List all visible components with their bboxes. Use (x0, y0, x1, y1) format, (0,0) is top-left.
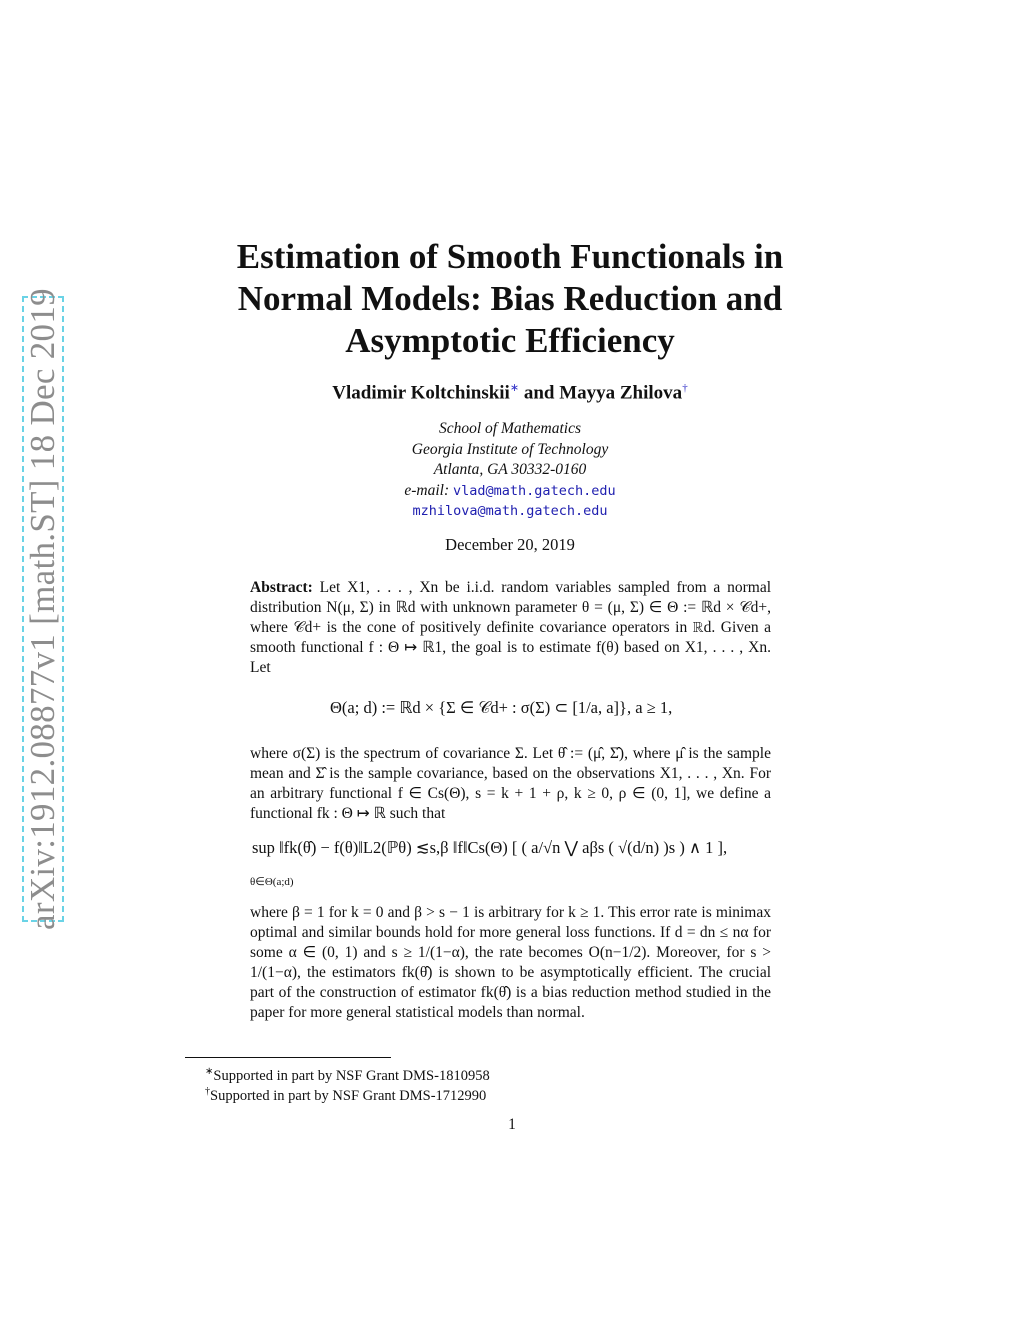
footnote-1 (205, 1066, 490, 1085)
abstract-text-2: where σ(Σ) is the spectrum of covariance Σ. Let θ̂ := (μ̂, Σ̂), where μ̂ is the sample mean and Σ̂ is the sample covariance, based on the observations X1, . . . , Xn. For an arbitrary functional f ∈ Cs(Θ), s = k + 1 + ρ, k ≥ 0, ρ ∈ (0, 1], we define a functional fk : Θ ↦ ℝ such that (250, 745, 771, 822)
footnote-mark-2: † (205, 1086, 210, 1097)
email-row (150, 481, 870, 502)
footnote-text-2: Supported in part by NSF Grant DMS-1712990 (210, 1087, 487, 1104)
paper-date: December 20, 2019 (445, 535, 575, 554)
affiliation-school: School of Mathematics (438, 420, 582, 437)
footnote-rule (185, 1057, 391, 1058)
equation-error-bound-subscript: θ∈Θ(a;d) (250, 876, 294, 888)
affiliation-block (150, 419, 870, 522)
author-name-2: Mayya Zhilova (559, 382, 683, 404)
abstract-label: Abstract: (250, 579, 313, 596)
footnote-text-1: Supported in part by NSF Grant DMS-1810958 (213, 1067, 490, 1084)
footnote-2 (205, 1086, 486, 1105)
abstract-paragraph-1 (250, 578, 771, 678)
author-mark-2[interactable]: † (682, 382, 688, 394)
equation-error-bound: sup ‖fk(θ̂) − f(θ)‖L2(ℙθ) ≲s,β ‖f‖Cs(Θ) [ ( a/√n ⋁ aβs ( √(d/n) )s ) ∧ 1 ], (252, 838, 728, 857)
email-link-1[interactable]: vlad@math.gatech.edu (453, 482, 616, 499)
paper-title (150, 236, 870, 362)
author-line (150, 381, 870, 404)
author-joiner: and (523, 382, 555, 404)
author-mark-1[interactable]: ∗ (509, 382, 520, 394)
abstract-paragraph-3 (250, 903, 771, 1023)
page-number: 1 (508, 1116, 516, 1133)
affiliation-city: Atlanta, GA 30332-0160 (433, 461, 587, 478)
arxiv-id: arXiv:1912.08877v1 [math.ST] 18 Dec 2019 (23, 288, 62, 930)
email-label: e-mail: (404, 481, 450, 499)
footnote-mark-1: ∗ (205, 1066, 214, 1077)
title-line-3: Asymptotic Efficiency (345, 321, 675, 360)
author-name-1: Vladimir Koltchinskii (332, 382, 510, 404)
abstract-text-1: Let X1, . . . , Xn be i.i.d. random variables sampled from a normal distribution N(μ, Σ) in ℝd with unknown parameter θ = (μ, Σ) ∈ Θ := ℝd × 𝒞d+, where 𝒞d+ is the cone of positively definite covariance operators in ℝd. Given a smooth functional f : Θ ↦ ℝ1, the goal is to estimate f(θ) based on X1, . . . , Xn. Let (250, 579, 772, 676)
title-line-1: Estimation of Smooth Functionals in (236, 237, 784, 276)
email-link-2[interactable]: mzhilova@math.gatech.edu (412, 503, 608, 519)
arxiv-stamp (22, 288, 64, 930)
abstract-paragraph-2 (250, 744, 771, 824)
title-line-2: Normal Models: Bias Reduction and (237, 279, 783, 318)
abstract-text-3: where β = 1 for k = 0 and β > s − 1 is arbitrary for k ≥ 1. This error rate is minimax optimal and similar bounds hold for more general loss functions. If d = dn ≤ nα for some α ∈ (0, 1) and s ≥ 1/(1−α), the rate becomes O(n−1/2). Moreover, for s > 1/(1−α), the estimators fk(θ̂) is shown to be asymptotically efficient. The crucial part of the construction of estimator fk(θ̂) is a bias reduction method studied in the paper for more general statistical models than normal. (250, 904, 771, 1021)
equation-parameter-set: Θ(a; d) := ℝd × {Σ ∈ 𝒞d+ : σ(Σ) ⊂ [1/a, a]}, a ≥ 1, (330, 698, 673, 717)
affiliation-institute: Georgia Institute of Technology (411, 440, 609, 458)
